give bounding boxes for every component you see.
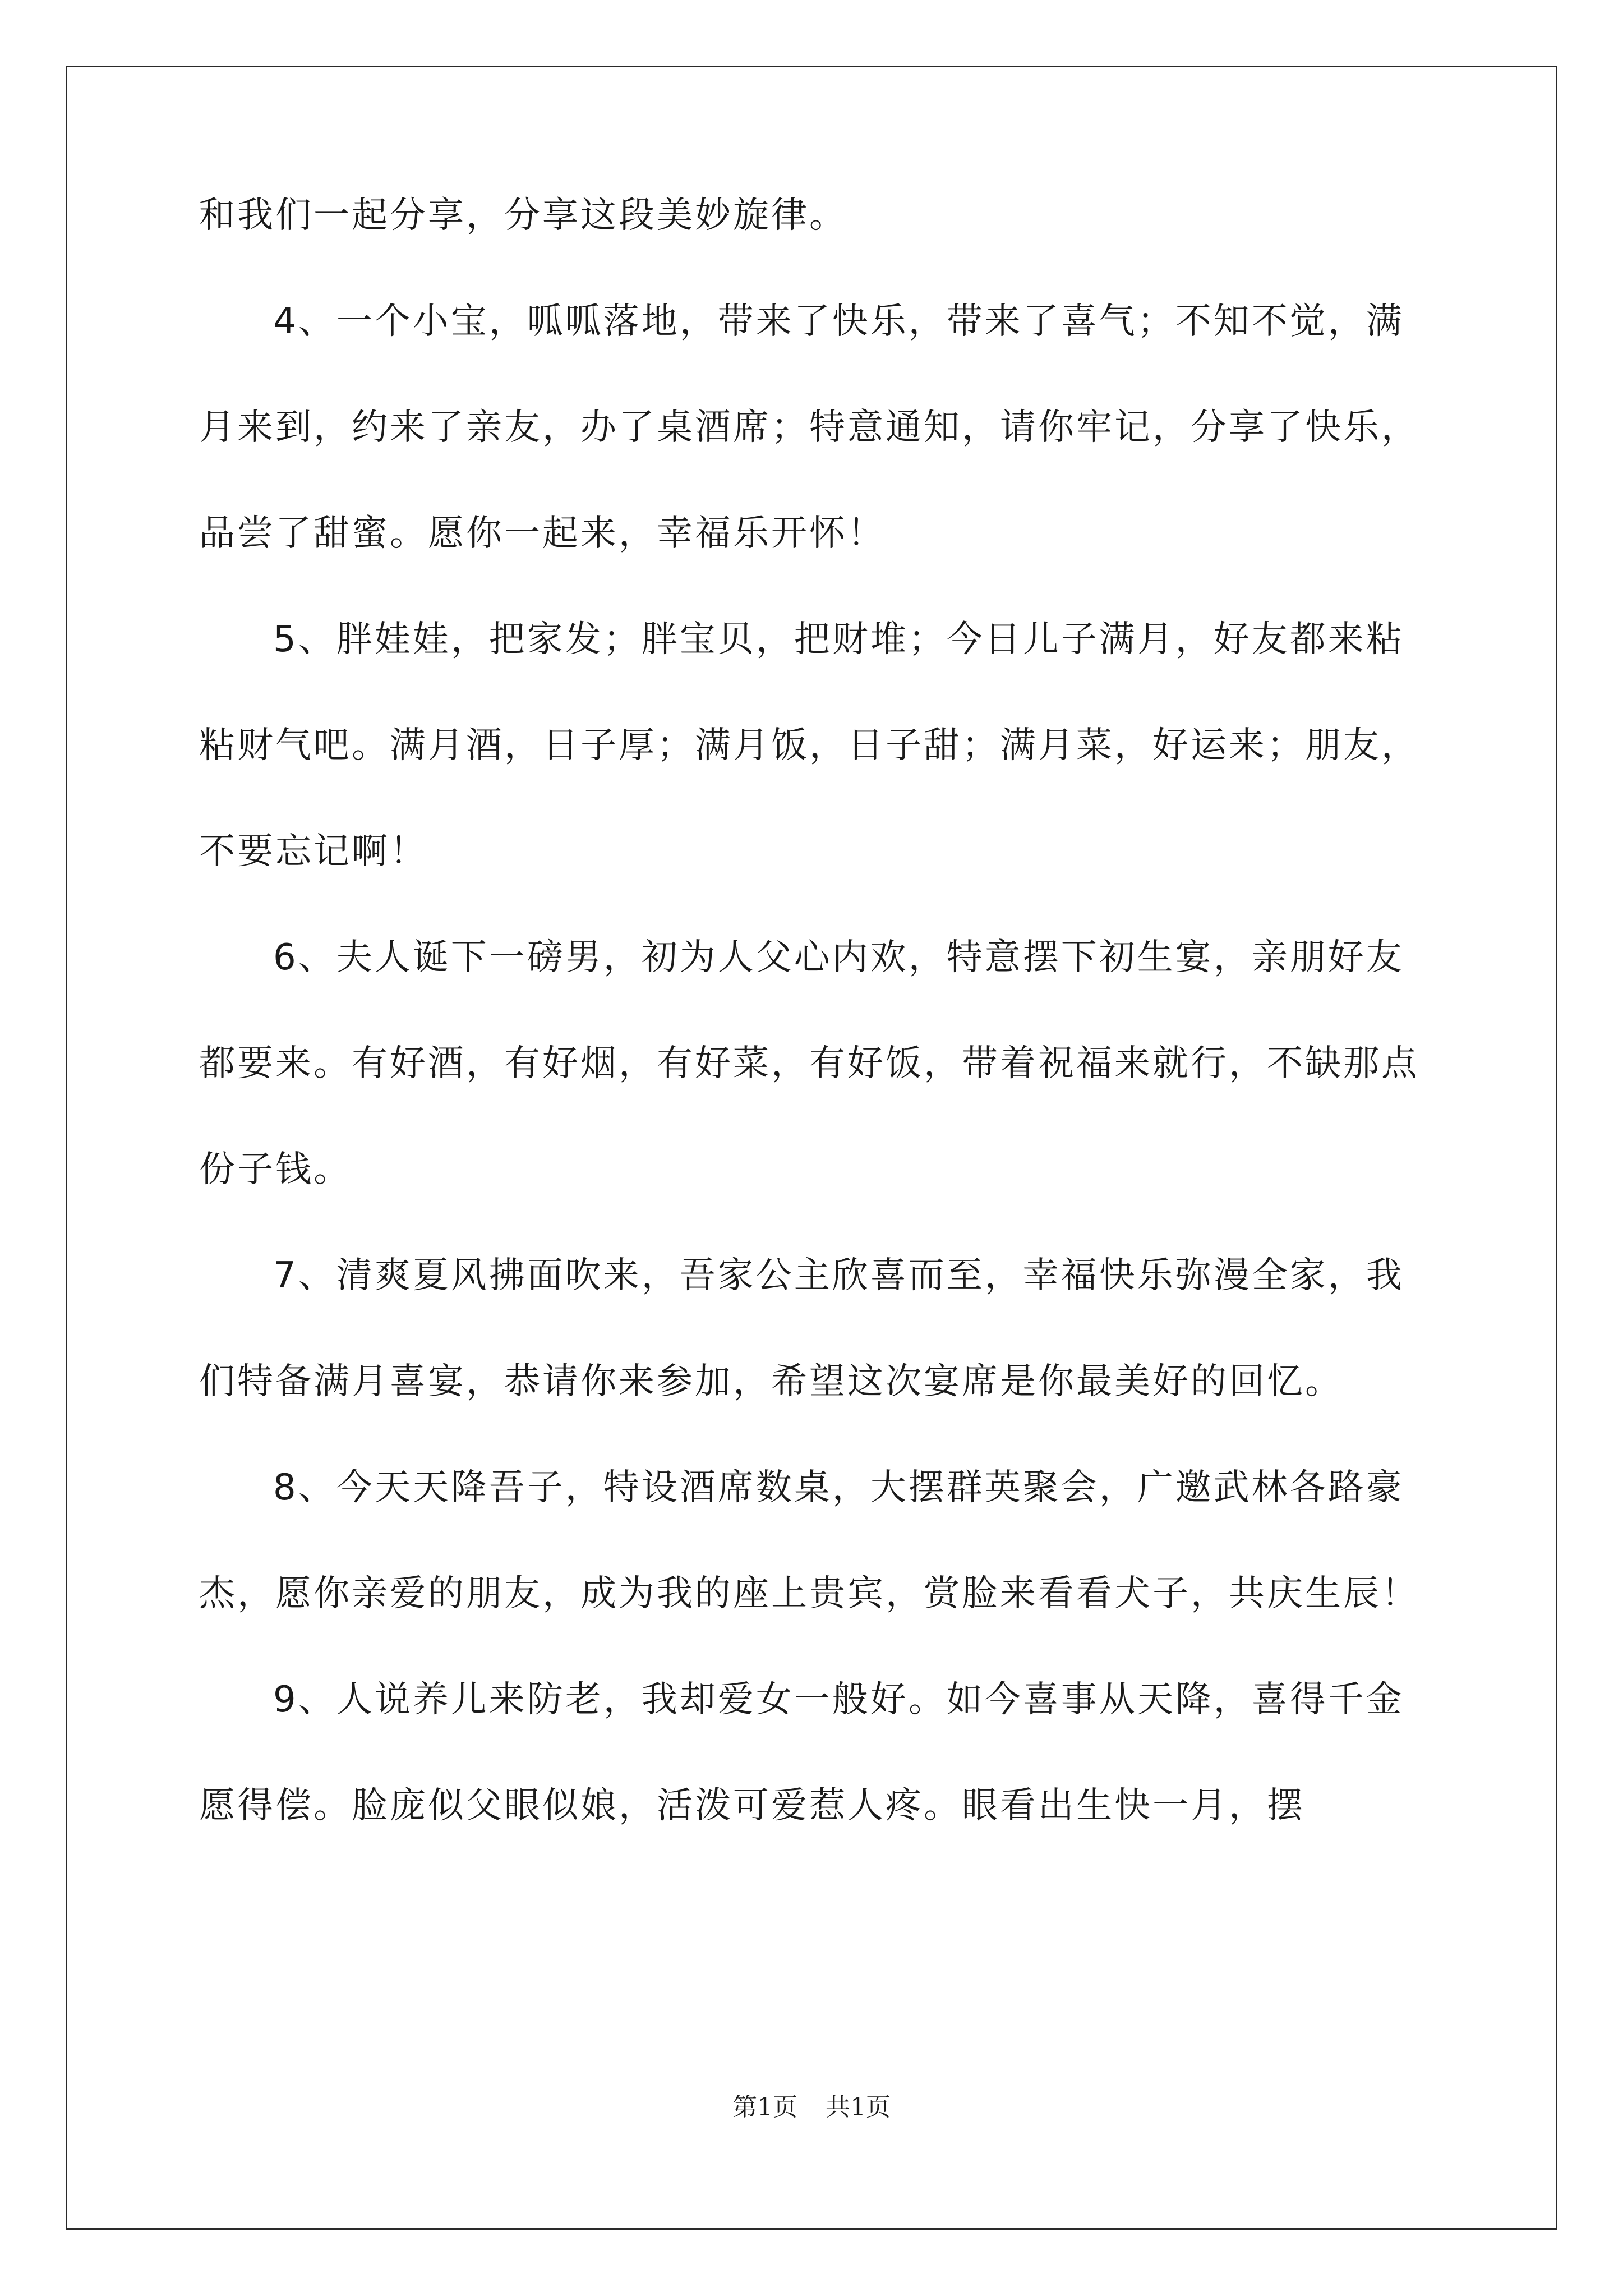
paragraph-item-5: 5、胖娃娃，把家发；胖宝贝，把财堆；今日儿子满月，好友都来粘粘财气吧。满月酒，日子厚；满月饭，日子甜；满月菜，好运来；朋友，不要忘记啊！ — [199, 619, 1419, 872]
paragraph-item-7: 7、清爽夏风拂面吹来，吾家公主欣喜而至，幸福快乐弥漫全家，我们特备满月喜宴，恭请你来参加，希望这次宴席是你最美好的回忆。 — [199, 1255, 1404, 1402]
paragraph-item-9: 9、人说养儿来防老，我却爱女一般好。如今喜事从天降，喜得千金愿得偿。脸庞似父眼似娘，活泼可爱惹人疼。眼看出生快一月，摆 — [199, 1679, 1404, 1826]
paragraph-continuation: 和我们一起分享，分享这段美妙旋律。 — [199, 195, 847, 236]
paragraph-item-8: 8、今天天降吾子，特设酒席数桌，大摆群英聚会，广邀武林各路豪杰，愿你亲爱的朋友，成为我的座上贵宾，赏脸来看看犬子，共庆生辰！ — [199, 1467, 1419, 1614]
paragraph-item-6: 6、夫人诞下一磅男，初为人父心内欢，特意摆下初生宴，亲朋好友都要来。有好酒，有好烟，有好菜，有好饭，带着祝福来就行，不缺那点份子钱。 — [199, 937, 1419, 1190]
page-footer — [0, 2087, 1623, 2123]
page-total: 共1页 — [826, 2093, 891, 2122]
paragraph-item-4: 4、一个小宝，呱呱落地，带来了快乐，带来了喜气；不知不觉，满月来到，约来了亲友，办了桌酒席；特意通知，请你牢记，分享了快乐，品尝了甜蜜。愿你一起来，幸福乐开怀！ — [199, 301, 1419, 554]
page-number: 第1页 — [732, 2093, 797, 2122]
document-body — [199, 195, 1427, 1859]
